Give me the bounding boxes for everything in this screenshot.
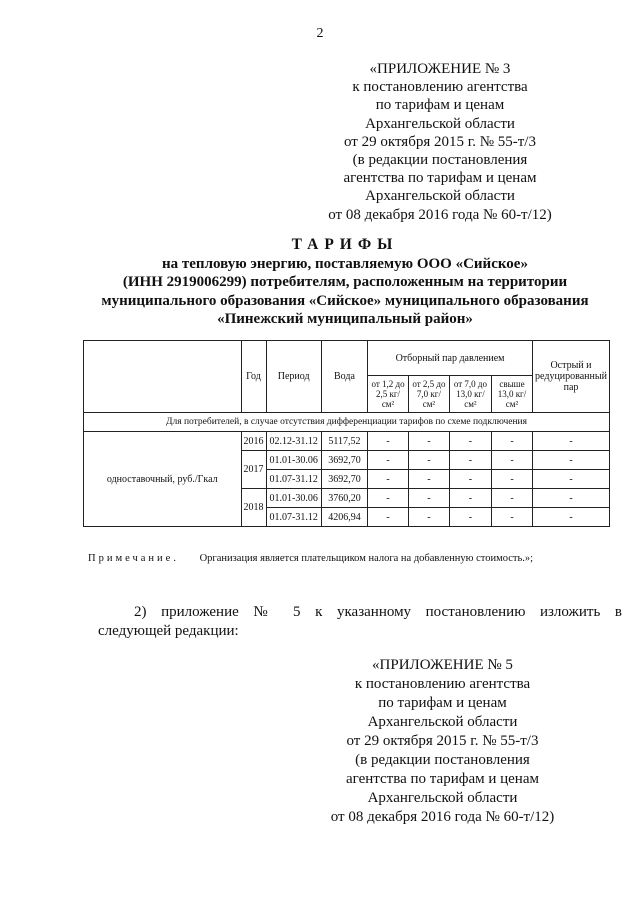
cell-p3: - <box>449 451 491 470</box>
document-title <box>60 236 630 329</box>
cell-sharp: - <box>533 470 610 489</box>
appendix-line: по тарифам и ценам <box>378 695 507 711</box>
appendix-line: Архангельской области <box>367 790 518 806</box>
appendix-line: к постановлению агентства <box>352 79 528 96</box>
cell-p1: - <box>368 451 409 470</box>
cell-p2: - <box>408 508 449 527</box>
header-blank <box>84 341 242 413</box>
header-sharp-steam: Острый и редуцированный пар <box>533 341 610 413</box>
table-header-row <box>84 341 610 376</box>
paragraph-line: следующей редакции: <box>98 623 239 639</box>
cell-p1: - <box>368 489 409 508</box>
appendix-line: Архангельской области <box>365 115 515 132</box>
cell-p4: - <box>491 432 532 451</box>
cell-year: 2017 <box>241 451 266 489</box>
appendix-line: к постановлению агентства <box>354 676 531 692</box>
cell-water: 3692,70 <box>321 451 367 470</box>
appendix-line: от 29 октября 2015 г. № 55-т/3 <box>346 733 539 749</box>
appendix-line: Архангельской области <box>367 714 518 730</box>
appendix-line: агентства по тарифам и ценам <box>343 170 537 187</box>
cell-water: 5117,52 <box>321 432 367 451</box>
cell-year: 2018 <box>241 489 266 527</box>
cell-period: 01.07-31.12 <box>266 470 321 489</box>
appendix-line: от 08 декабря 2016 года № 60-т/12) <box>328 206 552 223</box>
cell-p3: - <box>449 508 491 527</box>
title-line: «Пинежский муниципальный район» <box>217 311 473 327</box>
cell-p2: - <box>408 489 449 508</box>
cell-p1: - <box>368 508 409 527</box>
tariff-table <box>83 340 610 527</box>
table-note <box>88 553 628 564</box>
header-pressure-2: от 2,5 до 7,0 кг/см² <box>408 376 449 413</box>
cell-period: 01.01-30.06 <box>266 451 321 470</box>
appendix-line: «ПРИЛОЖЕНИЕ № 5 <box>372 657 513 673</box>
cell-p2: - <box>408 432 449 451</box>
cell-p1: - <box>368 432 409 451</box>
cell-p3: - <box>449 470 491 489</box>
cell-period: 02.12-31.12 <box>266 432 321 451</box>
appendix-5-header <box>300 656 585 827</box>
cell-water: 4206,94 <box>321 508 367 527</box>
consumers-caption: Для потребителей, в случае отсутствия дифференциации тарифов по схеме подключения <box>84 413 610 432</box>
note-text: Организация является плательщиком налога на добавленную стоимость.»; <box>199 553 534 564</box>
header-water: Вода <box>321 341 367 413</box>
header-pressure-4: свыше 13,0 кг/см² <box>491 376 532 413</box>
appendix-line: от 08 декабря 2016 года № 60-т/12) <box>330 809 555 825</box>
cell-sharp: - <box>533 432 610 451</box>
header-period: Период <box>266 341 321 413</box>
cell-water: 3760,20 <box>321 489 367 508</box>
cell-sharp: - <box>533 451 610 470</box>
appendix-line: «ПРИЛОЖЕНИЕ № 3 <box>369 61 511 77</box>
header-pressure-3: от 7,0 до 13,0 кг/см² <box>449 376 491 413</box>
cell-p2: - <box>408 470 449 489</box>
appendix-line: от 29 октября 2015 г. № 55-т/3 <box>344 133 536 150</box>
appendix-line: по тарифам и ценам <box>375 97 505 114</box>
cell-p3: - <box>449 489 491 508</box>
cell-p4: - <box>491 451 532 470</box>
cell-p4: - <box>491 489 532 508</box>
title-line: на тепловую энергию, поставляемую ООО «Сийское» <box>162 255 528 272</box>
cell-p3: - <box>449 432 491 451</box>
appendix-line: Архангельской области <box>365 188 515 205</box>
appendix-line: (в редакции постановления <box>355 752 530 768</box>
page-number: 2 <box>316 26 324 41</box>
cell-p4: - <box>491 470 532 489</box>
cell-water: 3692,70 <box>321 470 367 489</box>
amendment-paragraph <box>98 603 622 641</box>
appendix-line: (в редакции постановления <box>352 152 528 169</box>
cell-p1: - <box>368 470 409 489</box>
consumers-row <box>84 413 610 432</box>
cell-sharp: - <box>533 489 610 508</box>
paragraph-line: 2) приложение № 5 к указанному постановлению изложить в <box>134 604 622 620</box>
title-heading: ТАРИФЫ <box>291 236 399 253</box>
table-row <box>84 432 610 451</box>
cell-period: 01.01-30.06 <box>266 489 321 508</box>
cell-p2: - <box>408 451 449 470</box>
header-pressure-1: от 1,2 до 2,5 кг/см² <box>368 376 409 413</box>
appendix-3-header <box>300 60 580 224</box>
cell-period: 01.07-31.12 <box>266 508 321 527</box>
rate-label: одноставочный, руб./Гкал <box>84 432 242 527</box>
header-steam-group: Отборный пар давлением <box>368 341 533 376</box>
cell-year: 2016 <box>241 432 266 451</box>
note-label: Примечание. <box>88 553 179 564</box>
cell-sharp: - <box>533 508 610 527</box>
appendix-line: агентства по тарифам и ценам <box>345 771 539 787</box>
title-line: муниципального образования «Сийское» муниципального образования <box>101 292 589 309</box>
header-year: Год <box>241 341 266 413</box>
title-line: (ИНН 2919006299) потребителям, расположенным на территории <box>122 274 568 290</box>
cell-p4: - <box>491 508 532 527</box>
